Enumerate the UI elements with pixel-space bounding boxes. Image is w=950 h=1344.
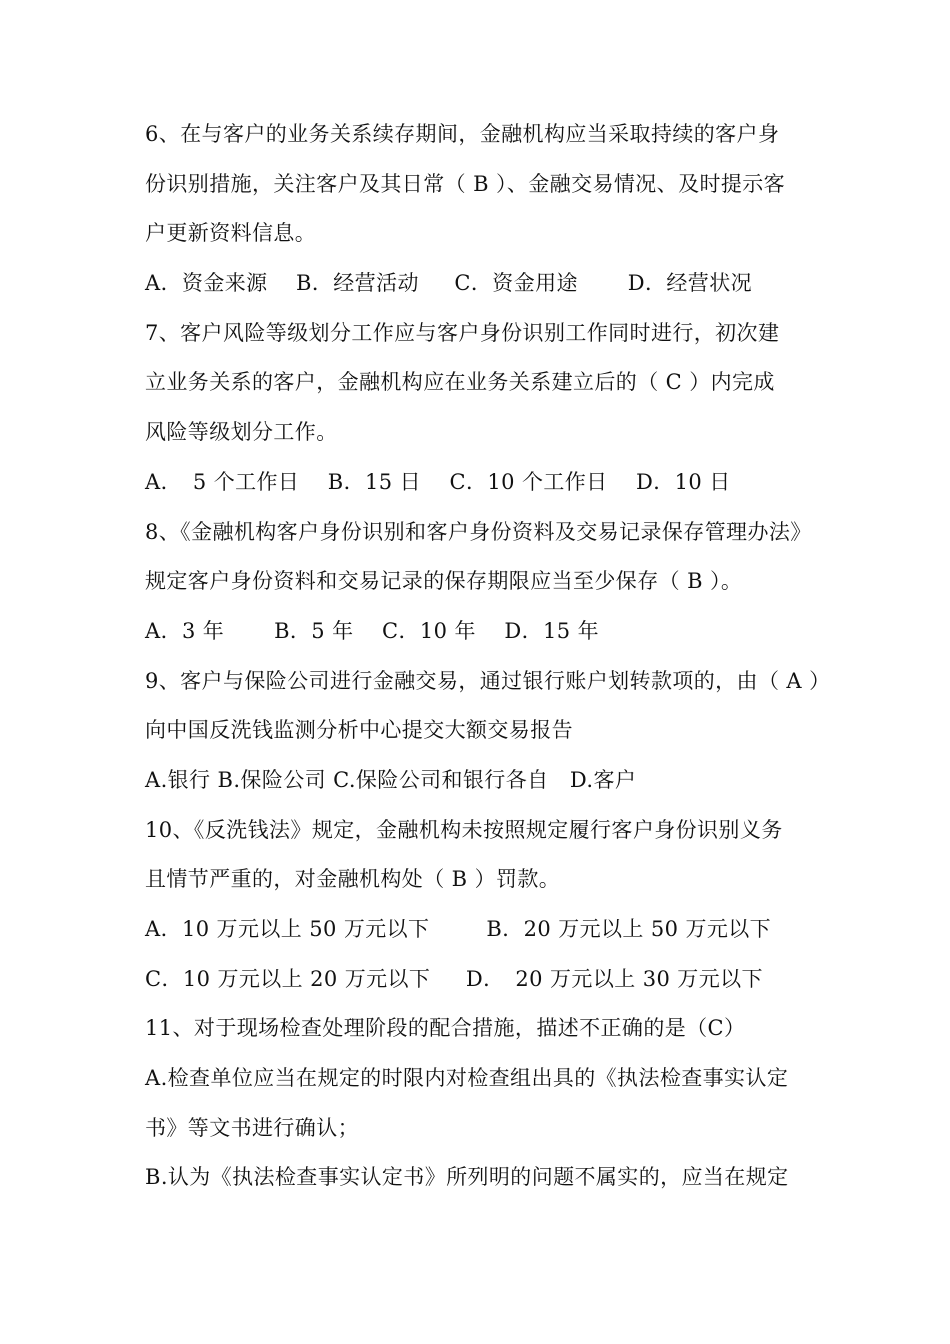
text-line-q6-3: 户更新资料信息。 bbox=[145, 221, 317, 246]
options-line-q10-1: A．10 万元以上 50 万元以下 B．20 万元以上 50 万元以下 bbox=[145, 917, 772, 941]
text-line-q9-2: 向中国反洗钱监测分析中心提交大额交易报告 bbox=[145, 718, 573, 743]
option-line-q11-b-1: B.认为《执法检查事实认定书》所列明的问题不属实的，应当在规定 bbox=[145, 1165, 789, 1190]
text-line-q11-1: 11、对于现场检查处理阶段的配合措施，描述不正确的是（C） bbox=[145, 1016, 746, 1041]
options-line-q6: A．资金来源 B．经营活动 C．资金用途 D．经营状况 bbox=[145, 271, 753, 296]
option-line-q11-a-1: A.检查单位应当在规定的时限内对检查组出具的《执法检查事实认定 bbox=[145, 1066, 789, 1091]
document-page bbox=[145, 110, 831, 1203]
text-line-q8-2: 规定客户身份资料和交易记录的保存期限应当至少保存（ B ）。 bbox=[145, 569, 743, 594]
text-line-q6-1: 6、在与客户的业务关系续存期间，金融机构应当采取持续的客户身 bbox=[145, 122, 780, 146]
options-line-q7: A． 5 个工作日 B．15 日 C．10 个工作日 D．10 日 bbox=[145, 469, 731, 494]
option-line-q11-a-2: 书》等文书进行确认； bbox=[145, 1115, 359, 1140]
text-line-q10-2: 且情节严重的，对金融机构处（ B ）罚款。 bbox=[145, 867, 561, 892]
text-line-q9-1: 9、客户与保险公司进行金融交易，通过银行账户划转款项的，由（ A ） bbox=[145, 668, 831, 693]
options-line-q9: A.银行 B.保险公司 C.保险公司和银行各自 D.客户 bbox=[145, 767, 637, 792]
options-line-q8: A．3 年 B．5 年 C．10 年 D．15 年 bbox=[145, 618, 599, 643]
text-line-q7-1: 7、客户风险等级划分工作应与客户身份识别工作同时进行，初次建 bbox=[145, 320, 780, 345]
text-line-q6-2: 份识别措施，关注客户及其日常（ B ）、金融交易情况、及时提示客 bbox=[145, 171, 786, 196]
text-line-q7-2: 立业务关系的客户，金融机构应在业务关系建立后的（ C ）内完成 bbox=[145, 370, 775, 395]
text-line-q8-1: 8、《金融机构客户身份识别和客户身份资料及交易记录保存管理办法》 bbox=[145, 519, 812, 544]
text-line-q7-3: 风险等级划分工作。 bbox=[145, 420, 338, 445]
options-line-q10-2: C．10 万元以上 20 万元以下 D． 20 万元以上 30 万元以下 bbox=[145, 966, 763, 991]
text-line-q10-1: 10、《反洗钱法》规定，金融机构未按照规定履行客户身份识别义务 bbox=[145, 817, 783, 842]
